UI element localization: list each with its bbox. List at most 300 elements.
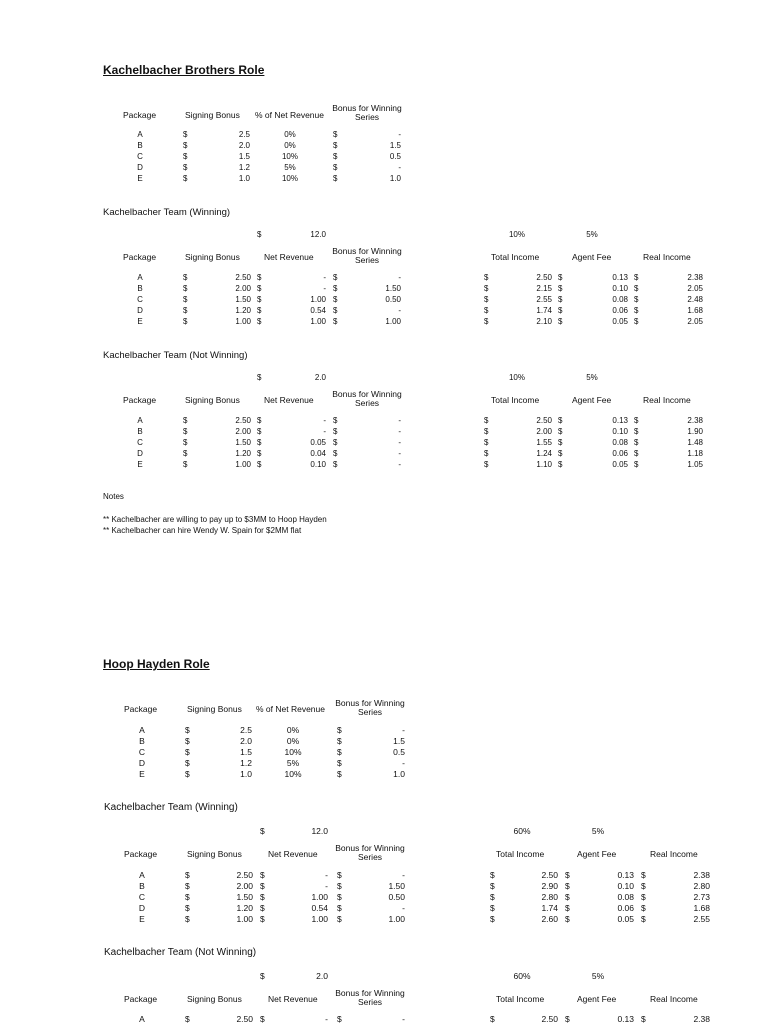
package-cell: D bbox=[137, 163, 143, 172]
net-revenue-cell: 0.54 bbox=[310, 306, 326, 315]
package-cell: A bbox=[137, 130, 143, 139]
currency-cell: $ bbox=[641, 881, 646, 891]
currency-cell: $ bbox=[558, 427, 563, 436]
total-income-cell: 2.50 bbox=[541, 1014, 558, 1024]
signing-bonus-cell: 1.2 bbox=[238, 163, 250, 172]
net-revenue-cell: - bbox=[323, 273, 326, 282]
package-cell: A bbox=[139, 725, 145, 735]
net-revenue-cell: 0.04 bbox=[310, 449, 326, 458]
bonus-cell: - bbox=[402, 903, 405, 913]
net-revenue-cell: 1.00 bbox=[311, 914, 328, 924]
currency-cell: $ bbox=[558, 295, 563, 304]
currency-cell: $ bbox=[490, 892, 495, 902]
currency-cell: $ bbox=[183, 163, 188, 172]
agent-fee-cell: 0.05 bbox=[612, 460, 628, 469]
pct-cell: 10% bbox=[284, 747, 302, 757]
signing-bonus-cell: 1.50 bbox=[235, 438, 251, 447]
total-income-cell: 2.10 bbox=[536, 317, 552, 326]
currency-cell: $ bbox=[565, 914, 570, 924]
currency-cell: $ bbox=[641, 914, 646, 924]
package-cell: D bbox=[138, 903, 146, 913]
agent-fee-cell: 0.06 bbox=[617, 903, 634, 913]
real-income-cell: 2.38 bbox=[687, 416, 703, 425]
currency-cell: $ bbox=[185, 881, 190, 891]
col-header-signing-bonus: Signing Bonus bbox=[187, 704, 242, 714]
section-title: Kachelbacher Brothers Role bbox=[103, 63, 265, 77]
currency-cell: $ bbox=[260, 892, 265, 902]
currency-cell: $ bbox=[337, 914, 342, 924]
currency-cell: $ bbox=[333, 427, 338, 436]
net-revenue-cell: - bbox=[325, 870, 328, 880]
currency-cell: $ bbox=[565, 870, 570, 880]
currency-cell: $ bbox=[558, 273, 563, 282]
col-header-bonus-winning-series: Bonus for Winning Series bbox=[332, 103, 402, 122]
signing-bonus-cell: 2.50 bbox=[236, 1014, 253, 1024]
col-header-package: Package bbox=[123, 252, 157, 262]
package-cell: E bbox=[139, 914, 145, 924]
currency-cell: $ bbox=[490, 1014, 495, 1024]
currency-cell: $ bbox=[337, 1014, 342, 1024]
currency-cell: $ bbox=[333, 130, 338, 139]
currency-cell: $ bbox=[337, 769, 342, 779]
signing-bonus-cell: 2.50 bbox=[235, 416, 251, 425]
bonus-cell: 0.5 bbox=[389, 152, 401, 161]
col-header-net-revenue: Net Revenue bbox=[264, 395, 314, 405]
currency-cell: $ bbox=[484, 449, 489, 458]
currency-cell: $ bbox=[337, 870, 342, 880]
currency-cell: $ bbox=[558, 449, 563, 458]
package-cell: A bbox=[139, 870, 145, 880]
total-income-cell: 1.74 bbox=[541, 903, 558, 913]
currency-cell: $ bbox=[490, 914, 495, 924]
currency-cell: $ bbox=[641, 870, 646, 880]
total-income-cell: 2.80 bbox=[541, 892, 558, 902]
currency-cell: $ bbox=[484, 284, 489, 293]
scenario-title: Kachelbacher Team (Winning) bbox=[104, 802, 238, 813]
real-income-cell: 1.68 bbox=[687, 306, 703, 315]
currency-cell: $ bbox=[333, 449, 338, 458]
package-cell: D bbox=[137, 306, 143, 315]
total-income-cell: 2.50 bbox=[541, 870, 558, 880]
col-header-real-income: Real Income bbox=[643, 395, 691, 405]
signing-bonus-cell: 1.50 bbox=[236, 892, 253, 902]
agent-fee-pct: 5% bbox=[586, 373, 598, 382]
package-cell: C bbox=[137, 438, 143, 447]
currency-cell: $ bbox=[333, 306, 338, 315]
currency-cell: $ bbox=[260, 870, 265, 880]
currency-cell: $ bbox=[565, 892, 570, 902]
pct-cell: 0% bbox=[284, 130, 296, 139]
signing-bonus-cell: 2.50 bbox=[235, 273, 251, 282]
signing-bonus-cell: 2.5 bbox=[240, 725, 252, 735]
currency-cell: $ bbox=[565, 1014, 570, 1024]
bonus-cell: - bbox=[398, 427, 401, 436]
package-cell: C bbox=[138, 747, 146, 757]
currency-cell: $ bbox=[185, 870, 190, 880]
real-income-cell: 1.68 bbox=[693, 903, 710, 913]
currency-cell: $ bbox=[183, 416, 188, 425]
currency-cell: $ bbox=[183, 449, 188, 458]
signing-bonus-cell: 2.00 bbox=[236, 881, 253, 891]
col-header-net-revenue: Net Revenue bbox=[268, 994, 318, 1004]
agent-fee-cell: 0.05 bbox=[617, 914, 634, 924]
col-header-signing-bonus: Signing Bonus bbox=[185, 395, 240, 405]
net-revenue-cell: 1.00 bbox=[310, 317, 326, 326]
currency-cell: $ bbox=[641, 1014, 646, 1024]
col-header-total-income: Total Income bbox=[491, 252, 540, 262]
bonus-cell: 1.0 bbox=[389, 174, 401, 183]
currency-cell: $ bbox=[484, 438, 489, 447]
section-title: Hoop Hayden Role bbox=[103, 657, 210, 671]
signing-bonus-cell: 2.50 bbox=[236, 870, 253, 880]
currency-cell: $ bbox=[641, 903, 646, 913]
currency-cell: $ bbox=[337, 725, 342, 735]
currency-cell: $ bbox=[185, 1014, 190, 1024]
bonus-cell: - bbox=[398, 449, 401, 458]
signing-bonus-cell: 1.2 bbox=[240, 758, 252, 768]
real-income-cell: 1.18 bbox=[687, 449, 703, 458]
total-income-pct: 10% bbox=[508, 230, 525, 239]
col-header-bonus-winning-series: Bonus for Winning Series bbox=[335, 988, 405, 1007]
col-header-signing-bonus: Signing Bonus bbox=[185, 252, 240, 262]
signing-bonus-cell: 2.00 bbox=[235, 284, 251, 293]
agent-fee-cell: 0.13 bbox=[612, 416, 628, 425]
signing-bonus-cell: 1.20 bbox=[235, 449, 251, 458]
agent-fee-cell: 0.10 bbox=[612, 427, 628, 436]
currency-cell: $ bbox=[337, 736, 342, 746]
currency-cell: $ bbox=[558, 317, 563, 326]
agent-fee-cell: 0.08 bbox=[617, 892, 634, 902]
bonus-cell: - bbox=[398, 416, 401, 425]
currency-cell: $ bbox=[183, 295, 188, 304]
currency-cell: $ bbox=[337, 892, 342, 902]
real-income-cell: 2.38 bbox=[693, 870, 710, 880]
agent-fee-pct: 5% bbox=[591, 971, 605, 981]
currency-cell: $ bbox=[257, 460, 262, 469]
real-income-cell: 2.05 bbox=[687, 317, 703, 326]
signing-bonus-cell: 1.5 bbox=[238, 152, 250, 161]
currency-cell: $ bbox=[183, 284, 188, 293]
package-cell: E bbox=[137, 174, 143, 183]
currency-cell: $ bbox=[257, 273, 262, 282]
currency-cell: $ bbox=[565, 881, 570, 891]
revenue-value: 2.0 bbox=[316, 971, 328, 981]
col-header-package: Package bbox=[124, 704, 158, 714]
currency-cell: $ bbox=[185, 769, 190, 779]
currency-cell: $ bbox=[257, 427, 262, 436]
currency-cell: $ bbox=[558, 416, 563, 425]
currency-cell: $ bbox=[484, 306, 489, 315]
total-income-cell: 2.15 bbox=[536, 284, 552, 293]
currency-cell: $ bbox=[185, 892, 190, 902]
agent-fee-cell: 0.08 bbox=[612, 438, 628, 447]
package-cell: D bbox=[138, 758, 146, 768]
currency-cell: $ bbox=[257, 284, 262, 293]
total-income-cell: 2.50 bbox=[536, 273, 552, 282]
currency-cell: $ bbox=[634, 273, 639, 282]
bonus-cell: - bbox=[402, 1014, 405, 1024]
real-income-cell: 2.48 bbox=[687, 295, 703, 304]
currency-cell: $ bbox=[634, 317, 639, 326]
signing-bonus-cell: 1.5 bbox=[240, 747, 252, 757]
total-income-pct: 60% bbox=[513, 971, 531, 981]
currency-cell: $ bbox=[333, 141, 338, 150]
currency-cell: $ bbox=[183, 152, 188, 161]
currency-cell: $ bbox=[185, 914, 190, 924]
currency-cell: $ bbox=[185, 725, 190, 735]
pct-cell: 10% bbox=[281, 152, 298, 161]
package-cell: C bbox=[137, 295, 143, 304]
col-header-agent-fee: Agent Fee bbox=[577, 849, 617, 859]
col-header-package: Package bbox=[124, 849, 158, 859]
currency-cell: $ bbox=[257, 438, 262, 447]
currency-cell: $ bbox=[183, 130, 188, 139]
signing-bonus-cell: 1.0 bbox=[238, 174, 250, 183]
currency-cell: $ bbox=[333, 295, 338, 304]
agent-fee-cell: 0.10 bbox=[617, 881, 634, 891]
total-income-cell: 2.50 bbox=[536, 416, 552, 425]
bonus-cell: - bbox=[398, 460, 401, 469]
bonus-cell: - bbox=[398, 438, 401, 447]
total-income-cell: 2.55 bbox=[536, 295, 552, 304]
currency-cell: $ bbox=[484, 416, 489, 425]
currency-cell: $ bbox=[565, 903, 570, 913]
agent-fee-cell: 0.08 bbox=[612, 295, 628, 304]
currency-cell: $ bbox=[484, 317, 489, 326]
col-header-pct-net-revenue: % of Net Revenue bbox=[255, 110, 324, 120]
package-cell: D bbox=[137, 449, 143, 458]
bonus-cell: 0.50 bbox=[385, 295, 401, 304]
real-income-cell: 1.05 bbox=[687, 460, 703, 469]
revenue-value: 2.0 bbox=[314, 373, 326, 382]
currency-cell: $ bbox=[183, 317, 188, 326]
currency-cell: $ bbox=[257, 295, 262, 304]
total-income-pct: 60% bbox=[513, 826, 531, 836]
col-header-net-revenue: Net Revenue bbox=[268, 849, 318, 859]
bonus-cell: 1.0 bbox=[393, 769, 405, 779]
real-income-cell: 2.80 bbox=[693, 881, 710, 891]
currency-cell: $ bbox=[634, 449, 639, 458]
note-line: ** Kachelbacher can hire Wendy W. Spain for $2MM flat bbox=[103, 526, 302, 535]
package-cell: B bbox=[139, 881, 145, 891]
bonus-cell: 1.00 bbox=[388, 914, 405, 924]
net-revenue-cell: 0.10 bbox=[310, 460, 326, 469]
bonus-cell: - bbox=[402, 870, 405, 880]
currency-cell: $ bbox=[260, 903, 265, 913]
net-revenue-cell: - bbox=[325, 1014, 328, 1024]
note-line: ** Kachelbacher are willing to pay up to $3MM to Hoop Hayden bbox=[103, 515, 327, 524]
signing-bonus-cell: 1.00 bbox=[235, 460, 251, 469]
currency-cell: $ bbox=[183, 438, 188, 447]
agent-fee-cell: 0.13 bbox=[617, 1014, 634, 1024]
revenue-value: 12.0 bbox=[310, 230, 326, 239]
currency-cell: $ bbox=[337, 881, 342, 891]
bonus-cell: 1.50 bbox=[385, 284, 401, 293]
real-income-cell: 1.90 bbox=[687, 427, 703, 436]
net-revenue-cell: - bbox=[323, 284, 326, 293]
currency-cell: $ bbox=[260, 881, 265, 891]
real-income-cell: 2.05 bbox=[687, 284, 703, 293]
net-revenue-cell: 1.00 bbox=[310, 295, 326, 304]
bonus-cell: 1.5 bbox=[393, 736, 405, 746]
col-header-package: Package bbox=[123, 395, 157, 405]
currency-cell: $ bbox=[257, 449, 262, 458]
signing-bonus-cell: 1.20 bbox=[235, 306, 251, 315]
package-cell: C bbox=[137, 152, 143, 161]
bonus-cell: - bbox=[398, 130, 401, 139]
real-income-cell: 2.55 bbox=[693, 914, 710, 924]
net-revenue-cell: 1.00 bbox=[311, 892, 328, 902]
agent-fee-cell: 0.06 bbox=[612, 449, 628, 458]
col-header-total-income: Total Income bbox=[496, 849, 545, 859]
currency-cell: $ bbox=[260, 1014, 265, 1024]
col-header-net-revenue: Net Revenue bbox=[264, 252, 314, 262]
currency-cell: $ bbox=[257, 317, 262, 326]
col-header-signing-bonus: Signing Bonus bbox=[187, 849, 242, 859]
currency-cell: $ bbox=[490, 903, 495, 913]
package-cell: C bbox=[138, 892, 146, 902]
currency-cell: $ bbox=[333, 174, 338, 183]
revenue-value: 12.0 bbox=[311, 826, 328, 836]
signing-bonus-cell: 2.00 bbox=[235, 427, 251, 436]
bonus-cell: - bbox=[398, 163, 401, 172]
bonus-cell: 1.5 bbox=[389, 141, 401, 150]
currency-cell: $ bbox=[183, 141, 188, 150]
currency-cell: $ bbox=[185, 758, 190, 768]
revenue-currency: $ bbox=[257, 230, 262, 239]
currency-cell: $ bbox=[333, 317, 338, 326]
col-header-bonus-winning-series: Bonus for Winning Series bbox=[335, 843, 405, 862]
currency-cell: $ bbox=[634, 416, 639, 425]
bonus-cell: 0.5 bbox=[393, 747, 405, 757]
package-cell: B bbox=[139, 736, 145, 746]
currency-cell: $ bbox=[185, 736, 190, 746]
real-income-cell: 1.48 bbox=[687, 438, 703, 447]
signing-bonus-cell: 2.5 bbox=[238, 130, 250, 139]
net-revenue-cell: - bbox=[323, 416, 326, 425]
total-income-cell: 2.60 bbox=[541, 914, 558, 924]
currency-cell: $ bbox=[183, 306, 188, 315]
pct-cell: 5% bbox=[284, 163, 296, 172]
package-cell: E bbox=[139, 769, 145, 779]
agent-fee-pct: 5% bbox=[586, 230, 598, 239]
package-cell: E bbox=[137, 317, 143, 326]
notes-label: Notes bbox=[103, 492, 124, 501]
package-cell: A bbox=[139, 1014, 145, 1024]
bonus-cell: 0.50 bbox=[388, 892, 405, 902]
currency-cell: $ bbox=[634, 460, 639, 469]
bonus-cell: - bbox=[398, 273, 401, 282]
signing-bonus-cell: 2.0 bbox=[238, 141, 250, 150]
currency-cell: $ bbox=[333, 273, 338, 282]
pct-cell: 0% bbox=[284, 141, 296, 150]
currency-cell: $ bbox=[634, 295, 639, 304]
currency-cell: $ bbox=[260, 914, 265, 924]
revenue-currency: $ bbox=[257, 373, 262, 382]
currency-cell: $ bbox=[484, 427, 489, 436]
currency-cell: $ bbox=[634, 427, 639, 436]
currency-cell: $ bbox=[490, 870, 495, 880]
net-revenue-cell: 0.05 bbox=[310, 438, 326, 447]
revenue-currency: $ bbox=[260, 826, 265, 836]
currency-cell: $ bbox=[333, 460, 338, 469]
total-income-cell: 1.10 bbox=[536, 460, 552, 469]
col-header-agent-fee: Agent Fee bbox=[572, 252, 612, 262]
total-income-cell: 2.90 bbox=[541, 881, 558, 891]
col-header-real-income: Real Income bbox=[650, 849, 698, 859]
currency-cell: $ bbox=[333, 163, 338, 172]
package-cell: A bbox=[137, 416, 143, 425]
col-header-real-income: Real Income bbox=[650, 994, 698, 1004]
currency-cell: $ bbox=[634, 284, 639, 293]
total-income-cell: 2.00 bbox=[536, 427, 552, 436]
bonus-cell: 1.50 bbox=[388, 881, 405, 891]
currency-cell: $ bbox=[490, 881, 495, 891]
real-income-cell: 2.73 bbox=[693, 892, 710, 902]
signing-bonus-cell: 1.00 bbox=[235, 317, 251, 326]
total-income-cell: 1.74 bbox=[536, 306, 552, 315]
bonus-cell: - bbox=[402, 725, 405, 735]
bonus-cell: - bbox=[402, 758, 405, 768]
currency-cell: $ bbox=[183, 273, 188, 282]
currency-cell: $ bbox=[634, 306, 639, 315]
real-income-cell: 2.38 bbox=[693, 1014, 710, 1024]
currency-cell: $ bbox=[183, 174, 188, 183]
col-header-package: Package bbox=[124, 994, 158, 1004]
agent-fee-cell: 0.13 bbox=[617, 870, 634, 880]
currency-cell: $ bbox=[558, 306, 563, 315]
pct-cell: 0% bbox=[286, 725, 300, 735]
revenue-currency: $ bbox=[260, 971, 265, 981]
total-income-cell: 1.55 bbox=[536, 438, 552, 447]
col-header-signing-bonus: Signing Bonus bbox=[185, 110, 240, 120]
agent-fee-cell: 0.06 bbox=[612, 306, 628, 315]
pct-cell: 10% bbox=[284, 769, 302, 779]
currency-cell: $ bbox=[484, 460, 489, 469]
net-revenue-cell: - bbox=[325, 881, 328, 891]
currency-cell: $ bbox=[185, 747, 190, 757]
signing-bonus-cell: 1.50 bbox=[235, 295, 251, 304]
agent-fee-cell: 0.10 bbox=[612, 284, 628, 293]
currency-cell: $ bbox=[484, 295, 489, 304]
package-cell: E bbox=[137, 460, 143, 469]
currency-cell: $ bbox=[183, 427, 188, 436]
signing-bonus-cell: 1.0 bbox=[240, 769, 252, 779]
real-income-cell: 2.38 bbox=[687, 273, 703, 282]
currency-cell: $ bbox=[333, 438, 338, 447]
currency-cell: $ bbox=[185, 903, 190, 913]
col-header-bonus-winning-series: Bonus for Winning Series bbox=[335, 698, 405, 717]
currency-cell: $ bbox=[333, 416, 338, 425]
scenario-title: Kachelbacher Team (Winning) bbox=[103, 207, 231, 218]
signing-bonus-cell: 1.20 bbox=[236, 903, 253, 913]
pct-cell: 0% bbox=[286, 736, 300, 746]
package-cell: B bbox=[137, 284, 143, 293]
col-header-total-income: Total Income bbox=[496, 994, 545, 1004]
col-header-agent-fee: Agent Fee bbox=[577, 994, 617, 1004]
col-header-real-income: Real Income bbox=[643, 252, 691, 262]
bonus-cell: - bbox=[398, 306, 401, 315]
col-header-agent-fee: Agent Fee bbox=[572, 395, 612, 405]
package-cell: A bbox=[137, 273, 143, 282]
col-header-pct-net-revenue: % of Net Revenue bbox=[256, 704, 325, 714]
col-header-bonus-winning-series: Bonus for Winning Series bbox=[332, 246, 402, 265]
pct-cell: 10% bbox=[281, 174, 298, 183]
currency-cell: $ bbox=[634, 438, 639, 447]
currency-cell: $ bbox=[257, 306, 262, 315]
currency-cell: $ bbox=[558, 284, 563, 293]
col-header-total-income: Total Income bbox=[491, 395, 540, 405]
